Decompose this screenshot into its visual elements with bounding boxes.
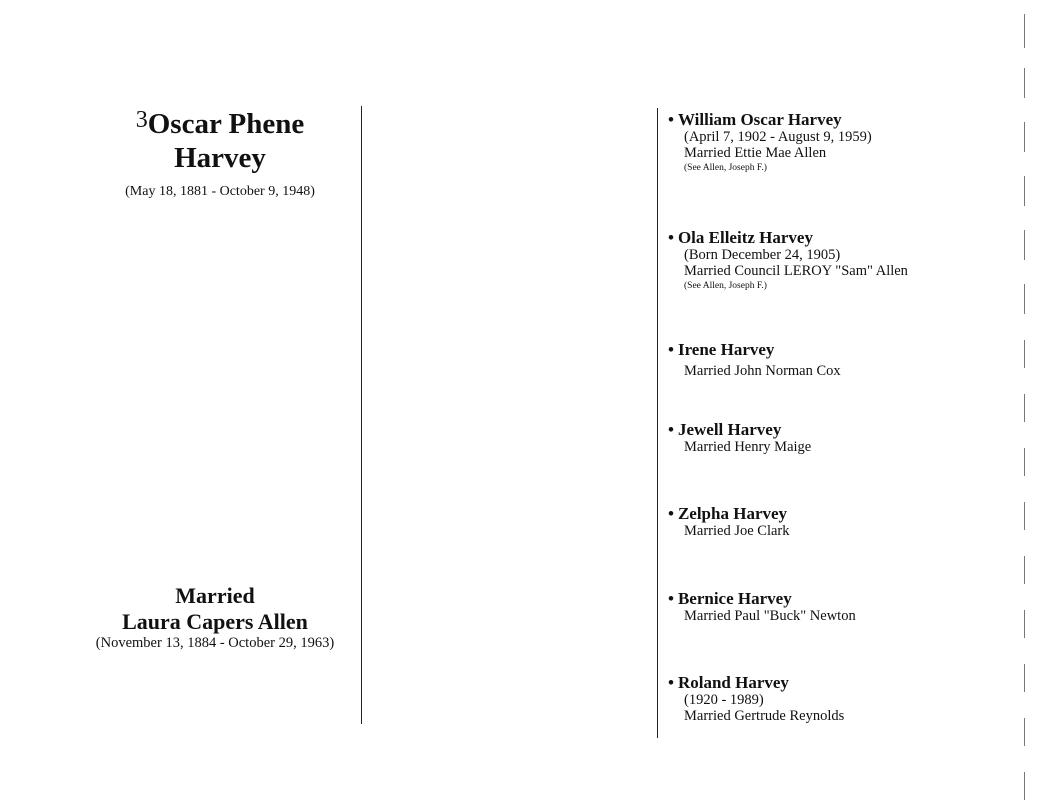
page-edge-mark [1024,448,1025,476]
child-cross-reference: (See Allen, Joseph F.) [684,281,767,291]
child-entry [668,505,790,539]
child-name-text: Roland Harvey [677,673,789,692]
child-marriage: Married Henry Maige [684,439,812,455]
right-divider-line [657,108,658,738]
child-marriage: Married Joe Clark [684,523,790,539]
child-name [668,590,856,608]
child-entry [668,590,856,624]
page-edge-mark [1024,176,1025,206]
page-edge-mark [1024,610,1025,638]
child-dates: (1920 - 1989) [684,692,764,708]
child-name-text: Bernice Harvey [677,589,792,608]
child-name [668,229,908,247]
page-edge-mark [1024,122,1025,152]
child-marriage: Married Council LEROY "Sam" Allen [684,263,908,279]
generation-number: 3 [135,107,148,133]
child-name-text: William Oscar Harvey [677,110,842,129]
bullet-icon: • [668,228,674,247]
spouse-name: Laura Capers Allen [122,609,308,634]
bullet-icon: • [668,420,674,439]
page-edge-mark [1024,502,1025,530]
page-edge-mark [1024,230,1025,260]
bullet-icon: • [668,110,674,129]
page-edge-mark [1024,556,1025,584]
child-name [668,341,841,359]
bullet-icon: • [668,504,674,523]
page-edge-mark [1024,772,1025,800]
child-name [668,111,872,129]
child-entry [668,229,908,293]
child-marriage: Married Gertrude Reynolds [684,708,845,724]
child-name-text: Irene Harvey [677,340,775,359]
parent-block [100,103,340,200]
bullet-icon: • [668,673,674,692]
page-edge-mark [1024,340,1025,368]
left-divider-line [361,106,362,724]
child-name [668,674,844,692]
child-dates: (Born December 24, 1905) [684,247,841,263]
page-edge-mark [1024,718,1025,746]
child-name-text: Jewell Harvey [677,420,782,439]
page-edge-mark [1024,664,1025,692]
parent-name [100,103,340,141]
bullet-icon: • [668,589,674,608]
parent-name-line2: Harvey [174,142,266,174]
child-entry [668,341,841,379]
page-edge-mark [1024,68,1025,98]
bullet-icon: • [668,340,674,359]
child-name [668,421,811,439]
child-name-text: Zelpha Harvey [677,504,788,523]
spouse-block [60,583,370,651]
child-entry [668,421,811,455]
spouse-married-label: Married [175,583,255,608]
page-edge-mark [1024,394,1025,422]
child-name [668,505,790,523]
child-marriage: Married John Norman Cox [684,363,841,379]
parent-dates: (May 18, 1881 - October 9, 1948) [125,184,315,199]
child-dates: (April 7, 1902 - August 9, 1959) [684,129,872,145]
child-name-text: Ola Elleitz Harvey [677,228,813,247]
child-entry [668,674,844,724]
page-edge-mark [1024,284,1025,314]
child-marriage: Married Ettie Mae Allen [684,145,827,161]
parent-name-line1: Oscar Phene [147,108,305,140]
child-entry [668,111,872,175]
spouse-dates: (November 13, 1884 - October 29, 1963) [95,635,335,651]
child-marriage: Married Paul "Buck" Newton [684,608,856,624]
page-edge-mark [1024,14,1025,48]
child-cross-reference: (See Allen, Joseph F.) [684,163,767,173]
